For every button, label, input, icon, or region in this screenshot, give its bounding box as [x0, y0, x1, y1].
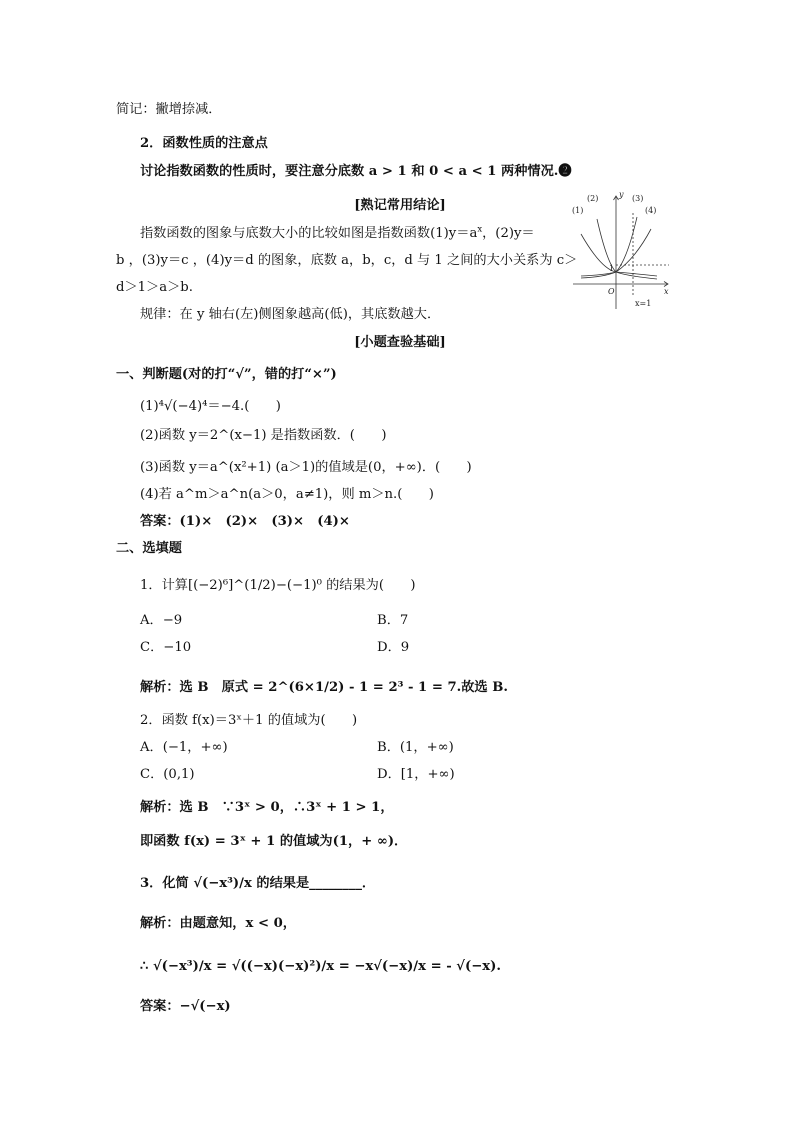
q3-explanation-2: ∴ √(−x³)/x = √((−x)(−x)²)/x = −x√(−x)/x = - √(−x). — [140, 959, 501, 974]
heading-conclusions: [熟记常用结论] — [354, 198, 446, 213]
property-note: 讨论指数函数的性质时，要注意分底数 a > 1 和 0 < a < 1 两种情况.❷ — [140, 164, 572, 179]
q2-option-c: C．(0,1) — [140, 767, 195, 782]
q3-answer: 答案：−√(−x) — [140, 999, 231, 1014]
q3-explanation-1: 解析：由题意知，x < 0， — [140, 916, 296, 931]
origin-label: O — [608, 287, 615, 296]
exponential-graph-figure — [569, 187, 675, 312]
x-label: x — [664, 287, 669, 296]
q2-explanation-2: 即函数 f(x) = 3ˣ + 1 的值域为(1，+ ∞)． — [140, 834, 408, 849]
q1-option-b: B．7 — [377, 613, 409, 628]
one-label: 1 — [609, 264, 615, 273]
question-2: 2．函数 f(x)＝3ˣ＋1 的值域为( ) — [140, 713, 358, 728]
section-choice-fill: 二、选填题 — [116, 541, 182, 556]
judge-2: (2)函数 y＝2^(x−1) 是指数函数．( ) — [140, 428, 387, 443]
q2-option-d: D．[1，+∞) — [377, 767, 455, 782]
q1-option-d: D．9 — [377, 640, 410, 655]
q1-option-c: C．−10 — [140, 640, 192, 655]
shorthand-note: 简记：撇增捺减． — [116, 102, 222, 117]
graph-desc-part-a: 指数函数的图象与底数大小的比较如图是指数函数(1)y＝a — [140, 226, 478, 241]
q2-explanation-1: 解析：选 B ∵3ˣ > 0，∴3ˣ + 1 > 1， — [140, 800, 394, 815]
graph-desc-part-b: ，(2)y＝ — [482, 226, 535, 241]
q1-option-a: A．−9 — [140, 613, 183, 628]
q1-explanation: 解析：选 B 原式 = 2^(6×1/2) - 1 = 2³ - 1 = 7.故选 B. — [140, 680, 508, 695]
q2-option-a: A．(−1，+∞) — [140, 740, 228, 755]
graph-desc-line-2: b ，(3)y＝c ，(4)y＝d 的图象，底数 a，b，c，d 与 1 之间的大小关系为 c＞ — [116, 253, 578, 268]
graph-desc-line-3: d＞1＞a＞b. — [116, 280, 193, 295]
q2-option-b: B．(1，+∞) — [377, 740, 454, 755]
y-label: y — [619, 190, 624, 199]
label-4: (4) — [645, 206, 657, 215]
judge-1: (1)⁴√(−4)⁴＝−4.( ) — [140, 399, 281, 414]
graph-desc-line-1: 指数函数的图象与底数大小的比较如图是指数函数$(1)y=a^x$，(2)y＝ — [140, 224, 535, 241]
x1-label: x=1 — [635, 299, 652, 308]
question-3: 3．化简 √(−x³)/x 的结果是________． — [140, 876, 376, 891]
heading-quick-check: [小题查验基础] — [354, 335, 446, 350]
label-3: (3) — [632, 194, 644, 203]
question-1: 1．计算[(−2)⁶]^(1/2)−(−1)⁰ 的结果为( ) — [140, 578, 416, 593]
curve-2 — [597, 219, 657, 279]
judge-3: (3)函数 y＝a^(x²+1) (a＞1)的值域是(0，+∞)．( ) — [140, 460, 472, 475]
section-heading-2: 2．函数性质的注意点 — [140, 136, 268, 151]
label-1: (1) — [572, 206, 584, 215]
judge-4: (4)若 a^m＞a^n(a＞0，a≠1)，则 m＞n.( ) — [140, 487, 434, 502]
rule-text: 规律：在 y 轴右(左)侧图象越高(低)，其底数越大． — [140, 307, 441, 322]
section-judgement: 一、判断题(对的打“√”，错的打“×”) — [116, 367, 337, 382]
judge-answers: 答案：(1)× (2)× (3)× (4)× — [140, 514, 350, 529]
label-2: (2) — [587, 194, 599, 203]
